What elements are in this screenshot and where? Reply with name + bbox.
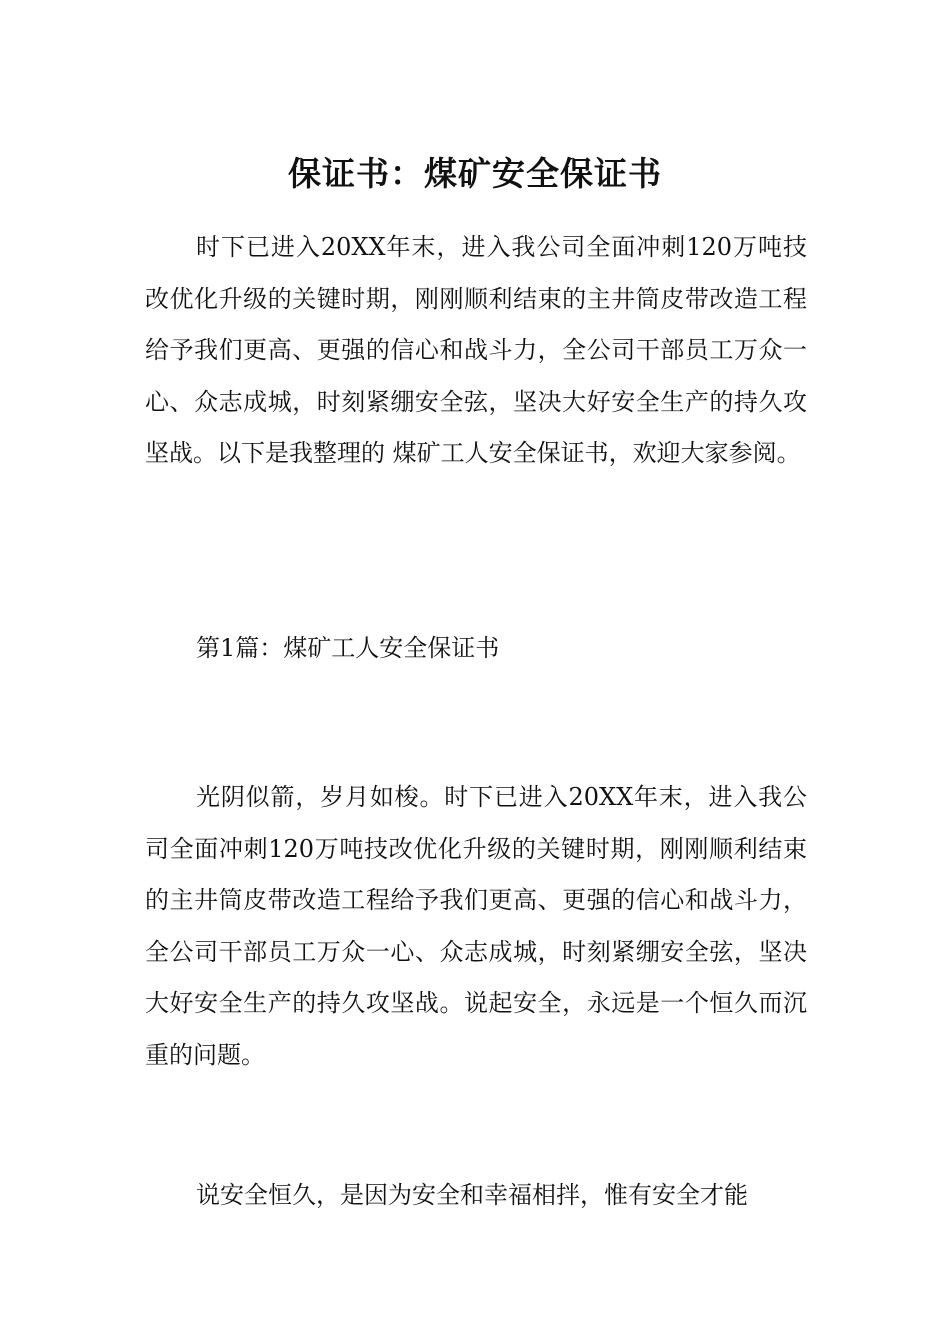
intro-paragraph: 时下已进入20XX年末，进入我公司全面冲刺120万吨技改优化升级的关键时期，刚刚顺利结束的主井筒皮带改造工程给予我们更高、更强的信心和战斗力，全公司干部员工万众一心、众志成城，时刻紧绷安全弦，坚决大好安全生产的持久攻坚战。以下是我整理的 煤矿工人安全保证书，欢迎大家参阅。 xyxy=(145,233,807,467)
body-paragraph: 说安全恒久，是因为安全和幸福相拌，惟有安全才能 xyxy=(196,1181,748,1209)
section-heading: 第1篇：煤矿工人安全保证书 xyxy=(196,634,500,662)
body-paragraph: 光阴似箭，岁月如梭。时下已进入20XX年末，进入我公司全面冲刺120万吨技改优化升级的关键时期，刚刚顺利结束的主井筒皮带改造工程给予我们更高、更强的信心和战斗力，全公司干部员工万众一心、众志成城，时刻紧绷安全弦，坚决大好安全生产的持久攻坚战。说起安全，永远是一个恒久而沉重的问题。 xyxy=(145,783,807,1069)
document-title: 保证书：煤矿安全保证书 xyxy=(288,154,662,194)
